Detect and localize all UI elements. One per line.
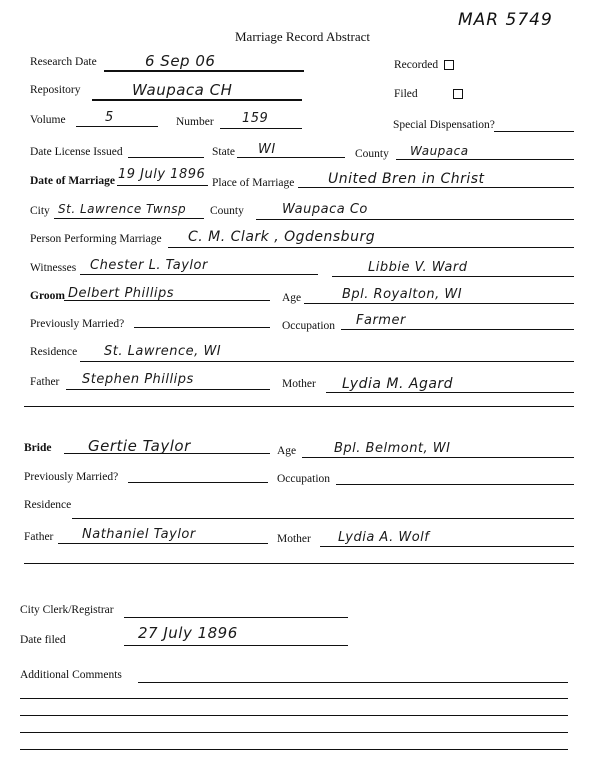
bride-prev-married-label: Previously Married? xyxy=(24,471,119,483)
bride-value[interactable]: Gertie Taylor xyxy=(88,437,191,455)
city-clerk-line[interactable] xyxy=(124,617,348,618)
comments-line-2[interactable] xyxy=(20,698,568,699)
date-filed-value[interactable]: 27 July 1896 xyxy=(138,624,238,642)
groom-occupation-label: Occupation xyxy=(282,320,336,332)
state-label: State xyxy=(212,146,235,158)
groom-residence-line xyxy=(80,361,574,362)
groom-mother-label: Mother xyxy=(282,378,316,390)
city-clerk-label: City Clerk/Registrar xyxy=(20,604,114,616)
bride-label: Bride xyxy=(24,442,52,454)
bride-line xyxy=(64,453,270,454)
additional-comments-label: Additional Comments xyxy=(20,669,122,681)
recorded-label: Recorded xyxy=(394,59,439,71)
witness2-value[interactable]: Libbie V. Ward xyxy=(368,260,468,275)
date-filed-line xyxy=(124,645,348,646)
witness2-line xyxy=(332,276,574,277)
groom-residence-label: Residence xyxy=(30,346,78,358)
groom-mother-line xyxy=(326,392,574,393)
groom-father-line xyxy=(66,389,270,390)
record-id: MAR 5749 xyxy=(458,10,553,30)
date-of-marriage-value[interactable]: 19 July 1896 xyxy=(118,167,206,182)
groom-father-label: Father xyxy=(30,376,60,388)
volume-line xyxy=(76,126,158,127)
state-value[interactable]: WI xyxy=(258,142,276,157)
groom-mother-value[interactable]: Lydia M. Agard xyxy=(342,376,454,392)
groom-occupation-value[interactable]: Farmer xyxy=(356,313,406,328)
groom-occupation-line xyxy=(341,329,574,330)
date-of-marriage-line xyxy=(117,185,208,186)
county-value[interactable]: Waupaca xyxy=(410,144,469,158)
person-performing-value[interactable]: C. M. Clark , Ogdensburg xyxy=(188,229,376,245)
filed-checkbox-row[interactable] xyxy=(394,88,463,100)
repository-label: Repository xyxy=(30,84,81,96)
research-date-line xyxy=(104,70,304,72)
recorded-checkbox[interactable] xyxy=(444,60,454,70)
number-value[interactable]: 159 xyxy=(242,111,269,126)
bride-residence-line[interactable] xyxy=(72,518,574,519)
comments-line-5[interactable] xyxy=(20,749,568,750)
bride-mother-line xyxy=(320,546,574,547)
repository-value[interactable]: Waupaca CH xyxy=(132,81,233,99)
groom-value[interactable]: Delbert Phillips xyxy=(68,286,174,301)
state-line xyxy=(237,157,345,158)
comments-line-4[interactable] xyxy=(20,732,568,733)
date-license-line[interactable] xyxy=(128,157,204,158)
bride-occupation-line[interactable] xyxy=(336,484,574,485)
groom-line xyxy=(64,300,270,301)
special-dispensation-label: Special Dispensation? xyxy=(393,119,495,131)
witness1-line xyxy=(80,274,318,275)
bride-age-value[interactable]: Bpl. Belmont, WI xyxy=(334,441,451,456)
date-of-marriage-label: Date of Marriage xyxy=(30,175,115,187)
groom-age-value[interactable]: Bpl. Royalton, WI xyxy=(342,287,463,302)
groom-age-label: Age xyxy=(282,292,302,304)
groom-extra-line[interactable] xyxy=(24,406,574,407)
place-of-marriage-value[interactable]: United Bren in Christ xyxy=(328,171,485,187)
bride-age-line xyxy=(302,457,574,458)
date-license-label: Date License Issued xyxy=(30,146,123,158)
bride-prev-married-line[interactable] xyxy=(128,482,268,483)
recorded-checkbox-row[interactable] xyxy=(394,59,454,71)
city-label: City xyxy=(30,205,50,217)
witness1-value[interactable]: Chester L. Taylor xyxy=(90,258,208,273)
person-performing-label: Person Performing Marriage xyxy=(30,233,162,245)
comments-line-1[interactable] xyxy=(138,682,568,683)
bride-residence-label: Residence xyxy=(24,499,72,511)
county-label: County xyxy=(355,148,389,160)
groom-father-value[interactable]: Stephen Phillips xyxy=(82,372,194,387)
county2-value[interactable]: Waupaca Co xyxy=(282,202,368,217)
filed-checkbox[interactable] xyxy=(453,89,463,99)
date-filed-label: Date filed xyxy=(20,634,66,646)
comments-line-3[interactable] xyxy=(20,715,568,716)
volume-value[interactable]: 5 xyxy=(105,110,114,125)
research-date-value[interactable]: 6 Sep 06 xyxy=(145,52,216,70)
bride-mother-value[interactable]: Lydia A. Wolf xyxy=(338,530,430,545)
bride-father-line xyxy=(58,543,268,544)
county2-line xyxy=(256,219,574,220)
groom-label: Groom xyxy=(30,290,65,302)
city-line xyxy=(54,218,204,219)
groom-prev-married-label: Previously Married? xyxy=(30,318,125,330)
bride-age-label: Age xyxy=(277,445,297,457)
city-value[interactable]: St. Lawrence Twnsp xyxy=(58,202,187,216)
research-date-label: Research Date xyxy=(30,56,97,68)
county2-label: County xyxy=(210,205,244,217)
bride-mother-label: Mother xyxy=(277,533,311,545)
repository-line xyxy=(92,99,302,101)
filed-label: Filed xyxy=(394,88,418,100)
number-line xyxy=(220,128,302,129)
person-performing-line xyxy=(168,247,574,248)
page-title: Marriage Record Abstract xyxy=(235,29,371,44)
special-dispensation-line[interactable] xyxy=(494,131,574,132)
place-of-marriage-label: Place of Marriage xyxy=(212,177,295,189)
county-line xyxy=(396,159,574,160)
bride-father-label: Father xyxy=(24,531,54,543)
groom-prev-married-line[interactable] xyxy=(134,327,270,328)
number-label: Number xyxy=(176,116,214,128)
groom-age-line xyxy=(304,303,574,304)
witnesses-label: Witnesses xyxy=(30,262,77,274)
bride-extra-line[interactable] xyxy=(24,563,574,564)
place-of-marriage-line xyxy=(298,187,574,188)
bride-father-value[interactable]: Nathaniel Taylor xyxy=(82,527,196,542)
groom-residence-value[interactable]: St. Lawrence, WI xyxy=(104,344,222,359)
volume-label: Volume xyxy=(30,114,66,126)
bride-occupation-label: Occupation xyxy=(277,473,331,485)
